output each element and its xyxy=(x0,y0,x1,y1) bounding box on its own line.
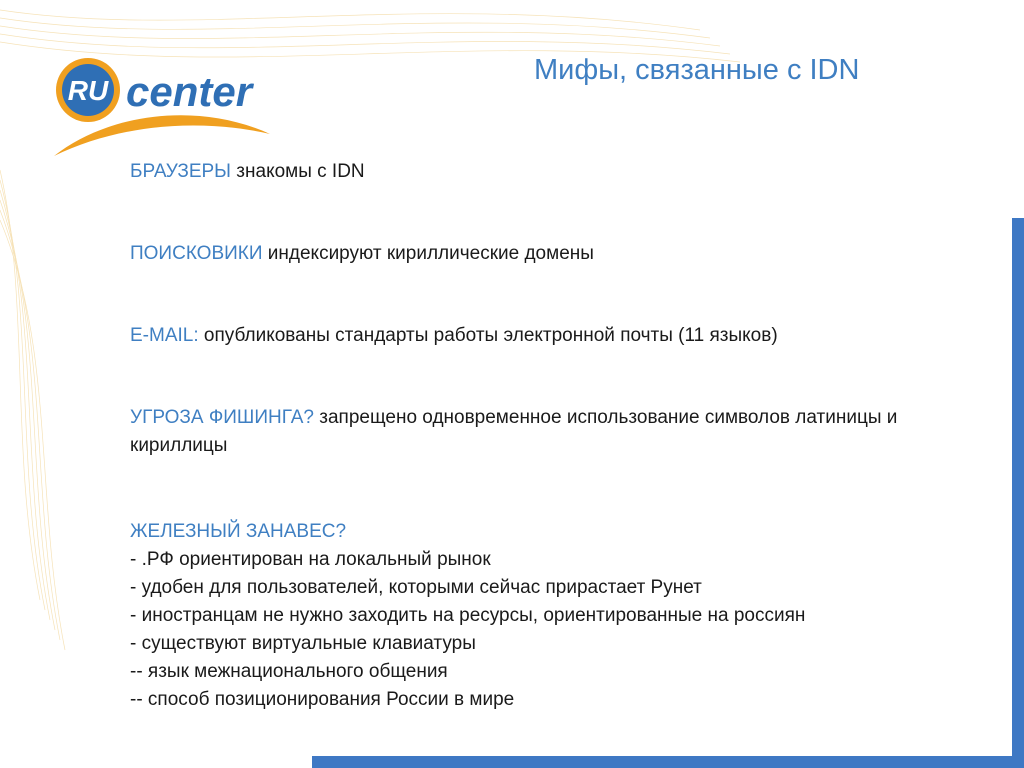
search-engines-text: индексируют кириллические домены xyxy=(262,243,594,264)
logo-center-text: center xyxy=(126,68,253,115)
email-text: опубликованы стандарты работы электронной почты (11 языков) xyxy=(198,325,778,346)
curtain-line: - существуют виртуальные клавиатуры xyxy=(130,633,476,654)
search-engines-keyword: ПОИСКОВИКИ xyxy=(130,243,263,264)
ru-center-logo xyxy=(50,52,280,162)
curtain-line: - удобен для пользователей, которыми сейчас прирастает Рунет xyxy=(130,577,702,598)
browsers-item xyxy=(130,158,990,186)
curtain-line: - иностранцам не нужно заходить на ресурсы, ориентированные на россиян xyxy=(130,605,806,626)
slide-title: Мифы, связанные с IDN xyxy=(534,54,860,86)
bottom-accent-bar xyxy=(312,756,1024,768)
phishing-item xyxy=(130,404,950,460)
browsers-keyword: БРАУЗЕРЫ xyxy=(130,161,232,182)
iron-curtain-block xyxy=(130,518,990,714)
phishing-text: запрещено одновременное использование символов латиницы и кириллицы xyxy=(130,407,898,456)
email-keyword: E-MAIL: xyxy=(130,325,199,346)
browsers-text: знакомы с IDN xyxy=(231,161,365,182)
email-item xyxy=(130,322,990,350)
right-accent-bar xyxy=(1012,218,1024,768)
curtain-line: -- способ позиционирования России в мире xyxy=(130,689,515,710)
curtain-line: - .РФ ориентирован на локальный рынок xyxy=(130,549,491,570)
curtain-line: -- язык межнационального общения xyxy=(130,661,448,682)
phishing-keyword: УГРОЗА ФИШИНГА? xyxy=(130,407,314,428)
logo-ru-text: RU xyxy=(67,75,109,106)
search-engines-item xyxy=(130,240,990,268)
iron-curtain-heading: ЖЕЛЕЗНЫЙ ЗАНАВЕС? xyxy=(130,521,347,542)
